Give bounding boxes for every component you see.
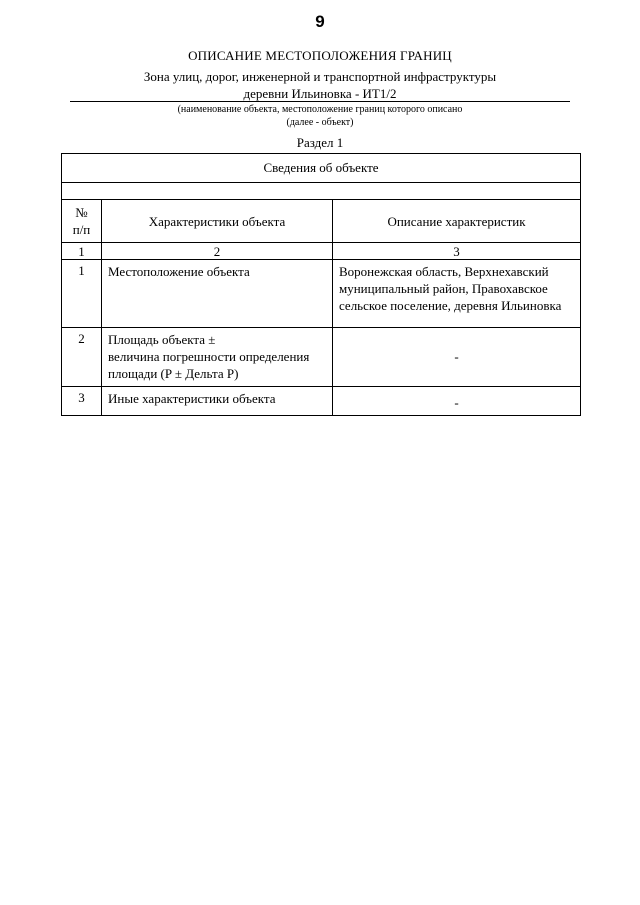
row-description: - xyxy=(333,387,581,416)
row-characteristic xyxy=(102,328,333,387)
row-number: 2 xyxy=(62,328,102,387)
characteristic-line-2: величина погрешности определения xyxy=(108,349,310,364)
underline-rule xyxy=(70,101,570,102)
table-row xyxy=(62,328,581,387)
document-title: ОПИСАНИЕ МЕСТОПОЛОЖЕНИЯ ГРАНИЦ xyxy=(188,48,452,63)
caption-line-1: (наименование объекта, местоположение границ которого описано xyxy=(177,104,463,115)
subtitle-line-2: деревни Ильиновка - ИТ1/2 xyxy=(243,86,397,101)
page-number: 9 xyxy=(315,12,325,31)
column-number-2: 2 xyxy=(102,243,333,260)
header-description: Описание характеристик xyxy=(333,200,581,243)
table-header-row xyxy=(62,200,581,243)
characteristic-line-3: площади (P ± Дельта P) xyxy=(108,366,239,381)
row-number: 3 xyxy=(62,387,102,416)
table-title: Сведения об объекте xyxy=(62,154,581,183)
row-characteristic: Иные характеристики объекта xyxy=(102,387,333,416)
table-row xyxy=(62,387,581,416)
column-number-row xyxy=(62,243,581,260)
header-number-line-2: п/п xyxy=(72,222,91,237)
header-number-line-1: № xyxy=(75,205,88,220)
characteristic-line-1: Площадь объекта ± xyxy=(108,332,216,347)
row-description: - xyxy=(333,328,581,387)
object-caption xyxy=(0,103,640,129)
table-title-row xyxy=(62,154,581,183)
caption-line-2: (далее - объект) xyxy=(286,117,354,128)
header-characteristics: Характеристики объекта xyxy=(102,200,333,243)
column-number-1: 1 xyxy=(62,243,102,260)
empty-cell xyxy=(62,183,581,200)
object-info-table xyxy=(61,153,581,416)
section-label: Раздел 1 xyxy=(296,135,344,150)
row-characteristic: Местоположение объекта xyxy=(102,260,333,328)
table-empty-row xyxy=(62,183,581,200)
document-subtitle xyxy=(0,68,640,102)
column-number-3: 3 xyxy=(333,243,581,260)
header-number xyxy=(62,200,102,243)
object-info-table-wrapper xyxy=(61,153,580,416)
row-description: Воронежская область, Верхнехавский муниципальный район, Правохавское сельское поселение, деревня Ильиновка xyxy=(333,260,581,328)
row-number: 1 xyxy=(62,260,102,328)
table-row xyxy=(62,260,581,328)
subtitle-line-1: Зона улиц, дорог, инженерной и транспортной инфраструктуры xyxy=(143,69,497,84)
